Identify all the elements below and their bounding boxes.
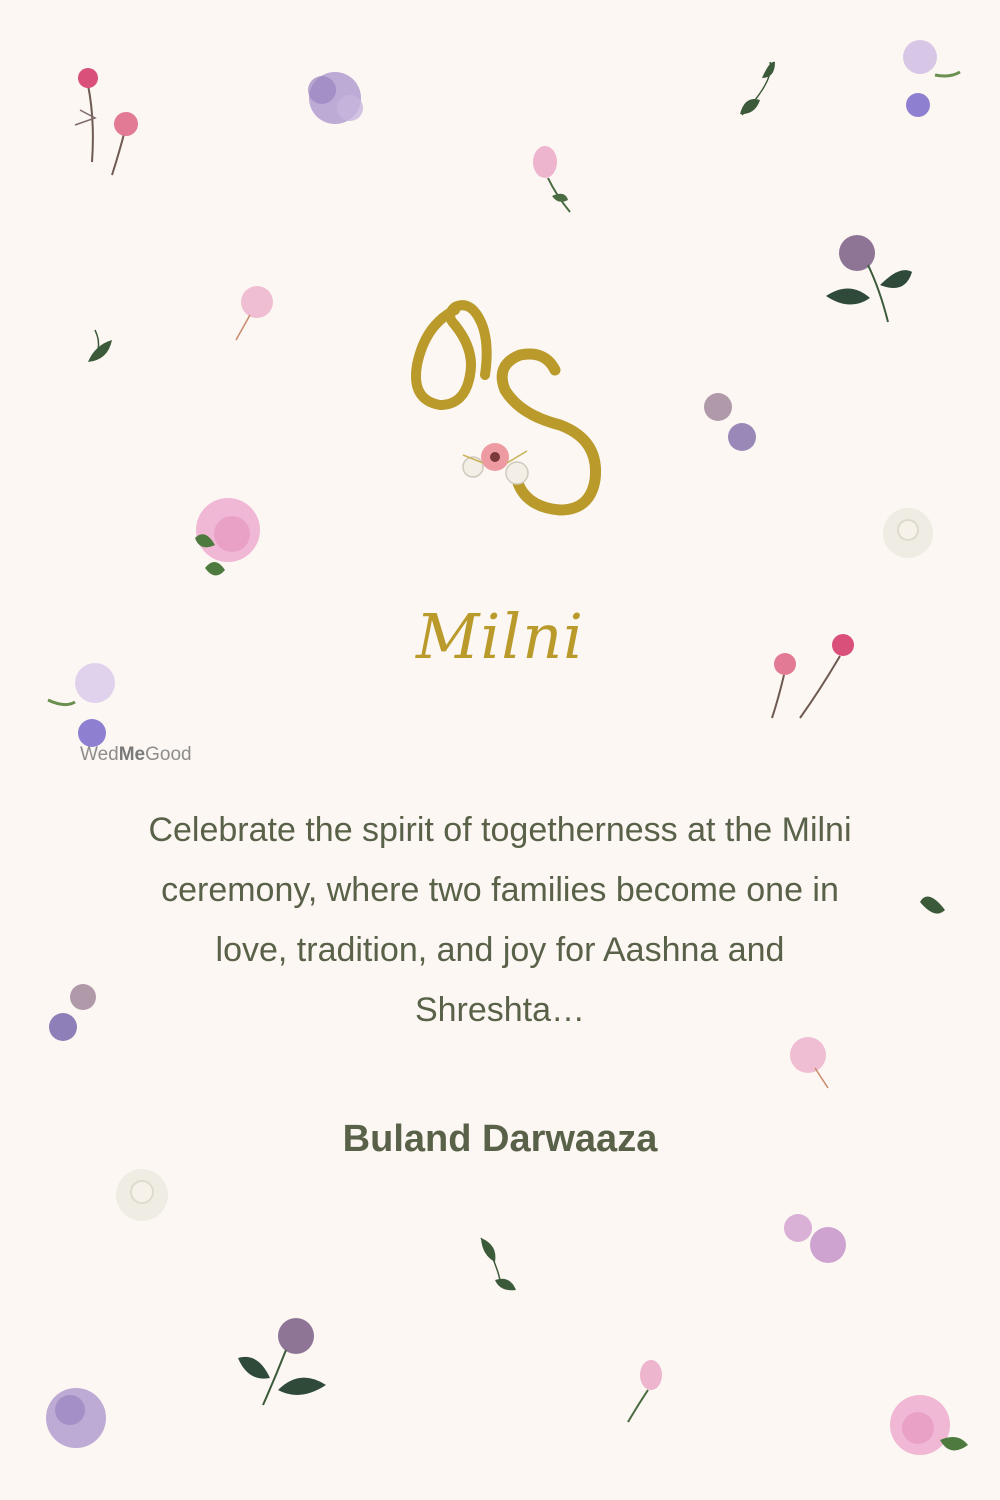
- leaf-icon: [88, 330, 112, 362]
- event-title: Milni: [416, 600, 584, 673]
- violet-icon: [238, 1318, 326, 1405]
- watermark-part3: Good: [145, 744, 192, 765]
- leaf-icon: [740, 62, 775, 115]
- carnation-icon: [75, 68, 138, 175]
- hydrangea-icon: [236, 286, 273, 340]
- watermark-part1: Wed: [80, 744, 119, 765]
- rose-icon: [890, 1395, 968, 1455]
- invitation-description: Celebrate the spirit of togetherness at the Milni ceremony, where two families become one in love, tradition, and joy for Aashna and Shreshta…: [148, 811, 852, 1029]
- bellflower-icon: [784, 1214, 846, 1263]
- watermark-part2: Me: [118, 744, 146, 765]
- violet-icon: [826, 235, 912, 322]
- monogram-logo: [395, 295, 610, 520]
- violet-icon: [704, 393, 756, 451]
- leaf-icon: [481, 1238, 516, 1290]
- rose-icon: [903, 40, 960, 117]
- violet-icon: [46, 1388, 106, 1448]
- rose-icon: [195, 498, 260, 576]
- leaf-icon: [920, 897, 945, 914]
- white-rose-icon: [116, 1169, 168, 1221]
- rose-icon: [48, 663, 115, 747]
- watermark: [80, 744, 192, 766]
- rose-icon: [533, 146, 570, 212]
- violet-icon: [49, 984, 96, 1041]
- white-rose-icon: [883, 508, 933, 558]
- venue-name: Buland Darwaaza: [342, 1118, 658, 1160]
- rose-icon: [628, 1360, 662, 1422]
- flower-accent-icon: [463, 443, 528, 484]
- violet-icon: [308, 72, 363, 124]
- hydrangea-icon: [790, 1037, 828, 1088]
